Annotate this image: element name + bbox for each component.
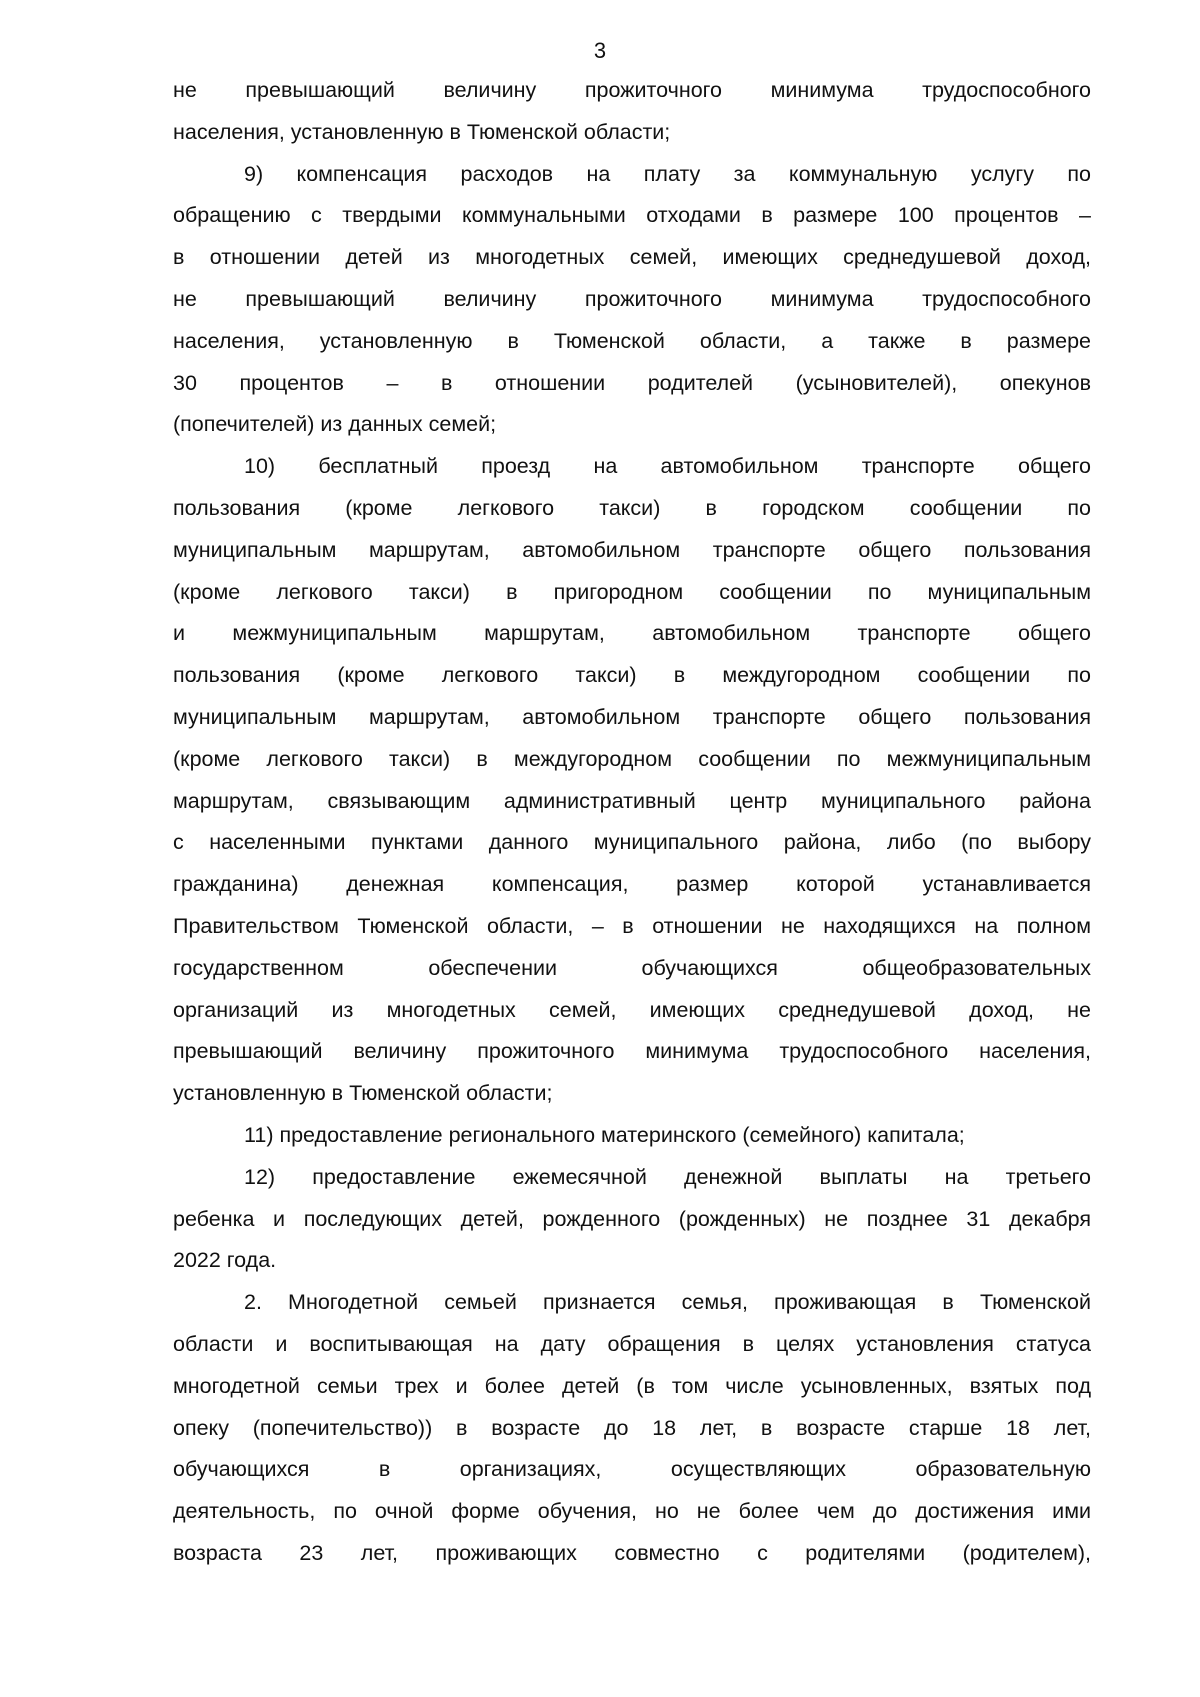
text-line: муниципальным маршрутам, автомобильном транспорте общего пользования (173, 537, 1091, 562)
text-line: в отношении детей из многодетных семей, имеющих среднедушевой доход, (173, 245, 1091, 270)
text-line: 9) компенсация расходов на плату за коммунальную услугу по (244, 161, 1091, 186)
page-number: 3 (593, 38, 607, 63)
text-line: 10) бесплатный проезд на автомобильном транспорте общего (244, 454, 1091, 479)
text-line: государственном обеспечении обучающихся общеобразовательных (173, 955, 1091, 980)
text-line: и межмуниципальным маршрутам, автомобильном транспорте общего (173, 621, 1091, 646)
text-line: пользования (кроме легкового такси) в городском сообщении по (173, 495, 1091, 520)
text-line: установленную в Тюменской области; (173, 1081, 553, 1106)
text-line: обращению с твердыми коммунальными отходами в размере 100 процентов – (173, 203, 1091, 228)
text-line: 30 процентов – в отношении родителей (усыновителей), опекунов (173, 370, 1091, 395)
text-line: опеку (попечительство)) в возрасте до 18 лет, в возрасте старше 18 лет, (173, 1415, 1091, 1440)
text-line: с населенными пунктами данного муниципального района, либо (по выбору (173, 830, 1091, 855)
text-line: пользования (кроме легкового такси) в междугородном сообщении по (173, 663, 1091, 688)
text-line: (попечителей) из данных семей; (173, 412, 497, 437)
text-line: возраста 23 лет, проживающих совместно с родителями (родителем), (173, 1540, 1091, 1565)
text-line: (кроме легкового такси) в пригородном сообщении по муниципальным (173, 579, 1091, 604)
text-line: 2. Многодетной семьей признается семья, проживающая в Тюменской (244, 1290, 1091, 1315)
text-line: (кроме легкового такси) в междугородном сообщении по межмуниципальным (173, 746, 1091, 771)
body-text (173, 70, 1091, 1575)
text-line: маршрутам, связывающим административный центр муниципального района (173, 788, 1091, 813)
text-line: обучающихся в организациях, осуществляющих образовательную (173, 1457, 1091, 1482)
text-line: 11) предоставление регионального материнского (семейного) капитала; (244, 1122, 965, 1147)
text-line: ребенка и последующих детей, рожденного (рожденных) не позднее 31 декабря (173, 1206, 1091, 1231)
text-line: деятельность, по очной форме обучения, но не более чем до достижения ими (173, 1499, 1091, 1524)
text-line: превышающий величину прожиточного минимума трудоспособного населения, (173, 1039, 1091, 1064)
text-line: области и воспитывающая на дату обращения в целях установления статуса (173, 1331, 1091, 1356)
text-line: населения, установленную в Тюменской области; (173, 119, 671, 144)
text-line: не превышающий величину прожиточного минимума трудоспособного (173, 78, 1091, 102)
text-line: гражданина) денежная компенсация, размер которой устанавливается (173, 872, 1091, 897)
text-line: Правительством Тюменской области, – в отношении не находящихся на полном (173, 913, 1091, 938)
text-line: многодетной семьи трех и более детей (в том числе усыновленных, взятых под (173, 1373, 1091, 1398)
text-line: муниципальным маршрутам, автомобильном транспорте общего пользования (173, 704, 1091, 729)
text-line: 12) предоставление ежемесячной денежной выплаты на третьего (244, 1164, 1091, 1189)
text-line: 2022 года. (173, 1248, 277, 1273)
text-line: не превышающий величину прожиточного минимума трудоспособного (173, 286, 1091, 311)
text-line: населения, установленную в Тюменской области, а также в размере (173, 328, 1091, 353)
text-line: организаций из многодетных семей, имеющих среднедушевой доход, не (173, 997, 1091, 1022)
